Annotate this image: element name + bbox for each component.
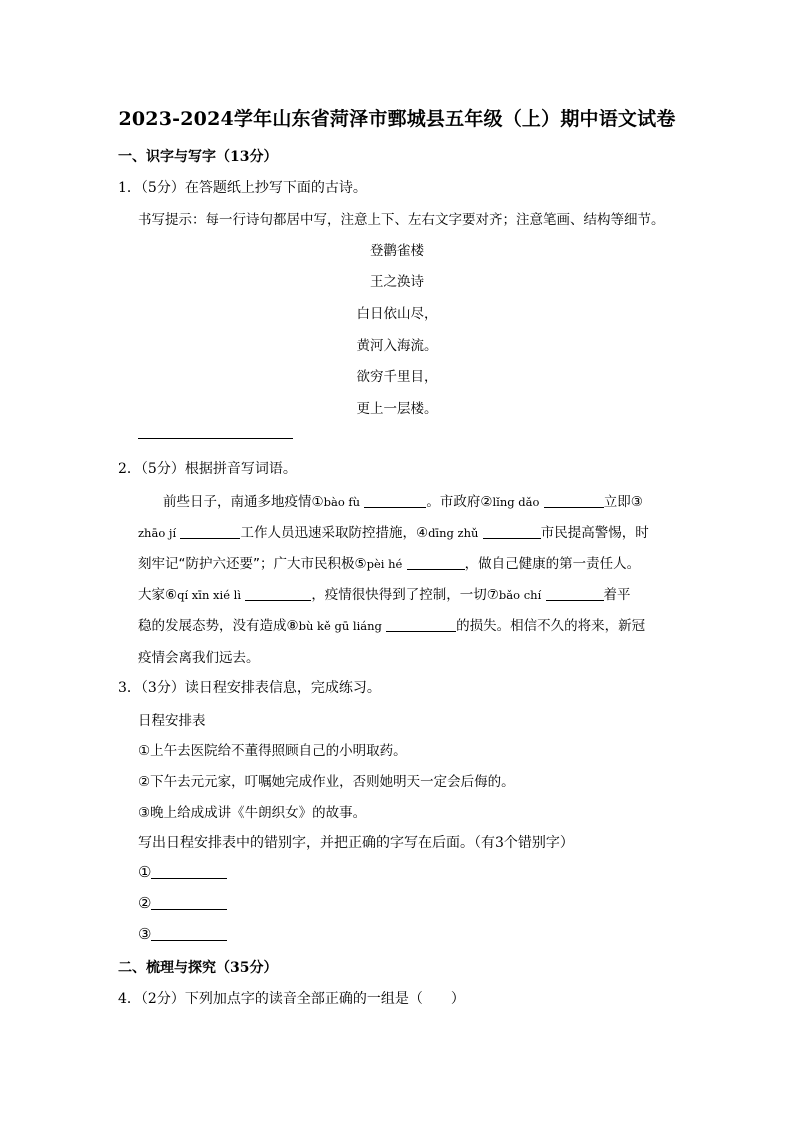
pinyin-baochi: bǎo chí xyxy=(498,588,542,602)
answer-label-3: ③ xyxy=(138,925,152,943)
q2-paragraph-line-4 xyxy=(138,583,631,603)
q2-paragraph-line-2 xyxy=(138,521,649,541)
answer-blank-1[interactable] xyxy=(151,864,227,879)
q2-text: ，做自己健康的第一责任人。 xyxy=(464,556,641,572)
pinyin-baofu: bào fù xyxy=(323,495,361,509)
schedule-item-2: ②下午去元元家，叮嘱她完成作业，否则她明天一定会后侮的。 xyxy=(138,774,515,790)
question-4-stem: 4．（2分）下列加点字的读音全部正确的一组是（ ） xyxy=(118,991,465,1007)
answer-row-1 xyxy=(138,863,227,881)
pinyin-peihe: pèi hé xyxy=(366,557,403,571)
q2-paragraph-line-6: 疫情会离我们远去。 xyxy=(138,650,260,666)
blank-4[interactable] xyxy=(483,524,541,539)
answer-label-2: ② xyxy=(138,894,152,912)
question-1-stem: 1．（5分）在答题纸上抄写下面的古诗。 xyxy=(118,180,367,196)
q3-instruction: 写出日程安排表中的错别字，并把正确的字写在后面。（有3个错别字） xyxy=(138,835,574,851)
schedule-item-3: ③晚上给成成讲《牛朗织女》的故事。 xyxy=(138,805,367,821)
q2-paragraph-line-1 xyxy=(163,490,643,510)
pinyin-bukeguliang: bù kě gū liáng xyxy=(298,619,382,633)
q2-text: 刻牢记“防护六还要”；广大市民积极⑤ xyxy=(138,556,367,572)
writing-tip: 书写提示：每一行诗句都居中写，注意上下、左右文字要对齐；注意笔画、结构等细节。 xyxy=(138,212,665,228)
answer-line-q1[interactable] xyxy=(138,438,293,439)
question-3-stem: 3．（3分）读日程安排表信息，完成练习。 xyxy=(118,680,381,696)
pinyin-lingdao: lǐng dǎo xyxy=(492,495,540,509)
pinyin-qixinxieli: qí xīn xié lì xyxy=(177,588,242,602)
blank-1[interactable] xyxy=(364,493,426,508)
blank-8[interactable] xyxy=(386,617,456,632)
q2-text: ，疫情很快得到了控制，一切⑦ xyxy=(311,587,499,603)
answer-row-2 xyxy=(138,894,227,912)
q2-text: 的损失。相信不久的将来，新冠 xyxy=(456,618,646,634)
answer-row-3 xyxy=(138,925,227,943)
blank-5[interactable] xyxy=(407,555,465,570)
blank-7[interactable] xyxy=(546,586,604,601)
question-2-stem: 2．（5分）根据拼音写词语。 xyxy=(118,461,297,477)
blank-2[interactable] xyxy=(544,493,604,508)
pinyin-dingzhu: dīng zhǔ xyxy=(428,526,479,540)
q2-text: 着平 xyxy=(603,587,631,603)
poem-line-3: 欲穷千里目， xyxy=(356,369,438,385)
poem-author: 王之涣诗 xyxy=(370,274,424,290)
q2-text: 稳的发展态势，没有造成⑧ xyxy=(138,618,299,634)
q2-text: 。市政府② xyxy=(426,494,493,510)
page-title: 2023-2024学年山东省菏泽市鄄城县五年级（上）期中语文试卷 xyxy=(118,108,676,130)
poem-line-4: 更上一层楼。 xyxy=(356,401,438,417)
poem-line-1: 白日依山尽， xyxy=(356,306,438,322)
blank-3[interactable] xyxy=(180,524,240,539)
section-heading-1: 一、识字与写字（13分） xyxy=(118,149,278,165)
q2-text: 前些日子，南通多地疫情① xyxy=(163,494,324,510)
q2-text: 大家⑥ xyxy=(138,587,178,603)
q2-text: 市民提高警惕，时 xyxy=(540,525,649,541)
answer-label-1: ① xyxy=(138,863,152,881)
q2-text: 工作人员迅速采取防控措施，④ xyxy=(240,525,429,541)
pinyin-zhaoji: zhāo jí xyxy=(138,526,177,540)
section-heading-2: 二、梳理与探究（35分） xyxy=(118,960,278,976)
schedule-title: 日程安排表 xyxy=(138,713,206,729)
q2-paragraph-line-5 xyxy=(138,614,645,634)
q2-paragraph-line-3 xyxy=(138,552,640,572)
q2-text: 立即③ xyxy=(603,494,643,510)
schedule-item-1: ①上午去医院给不董得照顾自己的小明取药。 xyxy=(138,743,407,759)
answer-blank-2[interactable] xyxy=(151,895,227,910)
blank-6[interactable] xyxy=(245,586,311,601)
poem-title: 登鹳雀楼 xyxy=(370,243,424,259)
poem-line-2: 黄河入海流。 xyxy=(356,338,438,354)
answer-blank-3[interactable] xyxy=(151,926,227,941)
